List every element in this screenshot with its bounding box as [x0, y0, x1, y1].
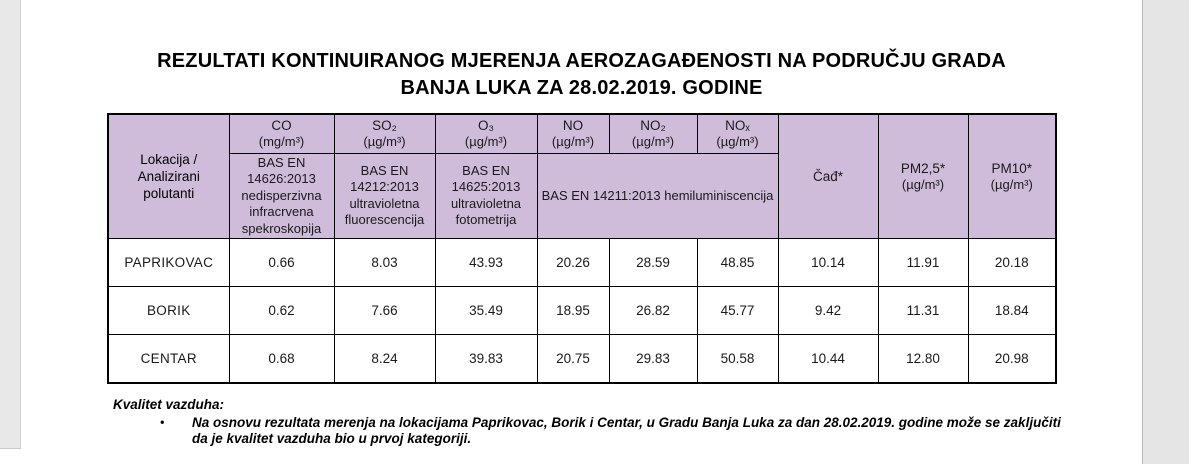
- air-quality-results-table: [107, 113, 1057, 384]
- value-cell: 0.68: [229, 335, 334, 383]
- pollutant-name: O₃: [478, 118, 494, 134]
- column-header-nox: [697, 114, 778, 153]
- value-cell: 11.91: [878, 239, 968, 287]
- method-cell-so2: BAS EN 14212:2013 ultravioletna fluorescencija: [334, 153, 435, 239]
- location-cell: CENTAR: [108, 335, 229, 383]
- document-page: [21, 0, 1142, 464]
- notes-bullet-text: Na osnovu rezultata merenja na lokacijama Paprikovac, Borik i Centar, u Gradu Banja Luka za dan 28.02.2019. godine može se zaključiti da je kvalitet vazduha bio u prvoj kategoriji.: [192, 415, 1061, 446]
- method-cell-co: BAS EN 14626:2013 nedisperzivna infracrvena spekroskopija: [229, 153, 334, 239]
- value-cell: 20.98: [968, 335, 1056, 383]
- table-row-paprikovac: [108, 239, 1056, 287]
- pollutant-name: Čađ*: [812, 169, 844, 184]
- column-header-pm10: [968, 114, 1056, 239]
- location-cell: BORIK: [108, 287, 229, 335]
- value-cell: 18.95: [537, 287, 609, 335]
- document-title-line2: BANJA LUKA ZA 28.02.2019. GODINE: [400, 77, 763, 99]
- pollutant-unit: (µg/m³): [464, 134, 508, 150]
- value-cell: 0.66: [229, 239, 334, 287]
- value-cell: 8.03: [334, 239, 435, 287]
- document-title-line1: REZULTATI KONTINUIRANOG MJERENJA AEROZAGAĐENOSTI NA PODRUČJU GRADA: [157, 50, 1006, 72]
- column-header-no2: [609, 114, 697, 153]
- value-cell: 18.84: [968, 287, 1056, 335]
- value-cell: 20.26: [537, 239, 609, 287]
- pollutant-unit: (mg/m³): [258, 134, 305, 150]
- pollutant-name: NO: [562, 118, 584, 134]
- pollutant-unit: (µg/m³): [363, 134, 406, 150]
- value-cell: 39.83: [435, 335, 537, 383]
- value-cell: 10.44: [778, 335, 878, 383]
- value-cell: 11.31: [878, 287, 968, 335]
- pollutant-name: SO₂: [372, 118, 397, 134]
- value-cell: 7.66: [334, 287, 435, 335]
- column-header-co: [229, 114, 334, 153]
- pollutant-name: NOₓ: [725, 118, 750, 134]
- pollutant-unit: (µg/m³): [631, 134, 675, 150]
- bullet-icon: •: [160, 415, 165, 429]
- column-header-o3: [435, 114, 537, 153]
- column-header-so2: [334, 114, 435, 153]
- document-viewer-right-margin: [1142, 0, 1189, 464]
- value-cell: 0.62: [229, 287, 334, 335]
- method-cell-no-nox: BAS EN 14211:2013 hemiluminiscencija: [537, 153, 778, 239]
- notes-bullet-item: [160, 415, 1142, 446]
- value-cell: 29.83: [609, 335, 697, 383]
- value-cell: 20.18: [968, 239, 1056, 287]
- notes-heading: Kvalitet vazduha:: [113, 396, 225, 412]
- value-cell: 10.14: [778, 239, 878, 287]
- pollutant-unit: (µg/m³): [716, 134, 759, 150]
- document-title: [61, 48, 1102, 102]
- document-viewer-left-margin: [0, 0, 21, 449]
- column-header-no: [537, 114, 609, 153]
- pollutant-name: PM2,5*: [900, 161, 946, 176]
- pollutant-unit: (µg/m³): [551, 134, 595, 150]
- value-cell: 50.58: [697, 335, 778, 383]
- pollutant-unit: (µg/m³): [990, 177, 1033, 192]
- pollutant-name: PM10*: [991, 161, 1033, 176]
- location-cell: PAPRIKOVAC: [108, 239, 229, 287]
- method-cell-o3: BAS EN 14625:2013 ultravioletna fotometrija: [435, 153, 537, 239]
- value-cell: 8.24: [334, 335, 435, 383]
- air-quality-notes: [113, 397, 1142, 447]
- value-cell: 20.75: [537, 335, 609, 383]
- value-cell: 35.49: [435, 287, 537, 335]
- table-row-borik: [108, 287, 1056, 335]
- value-cell: 43.93: [435, 239, 537, 287]
- value-cell: 28.59: [609, 239, 697, 287]
- value-cell: 9.42: [778, 287, 878, 335]
- value-cell: 48.85: [697, 239, 778, 287]
- column-header-cadj: [778, 114, 878, 239]
- column-header-pm25: [878, 114, 968, 239]
- corner-header-cell: Lokacija / Analizirani polutanti: [108, 114, 229, 239]
- pollutant-name: NO₂: [640, 118, 666, 134]
- value-cell: 45.77: [697, 287, 778, 335]
- table-row-centar: [108, 335, 1056, 383]
- pollutant-unit: (µg/m³): [901, 177, 945, 192]
- value-cell: 26.82: [609, 287, 697, 335]
- value-cell: 12.80: [878, 335, 968, 383]
- pollutant-name: CO: [271, 118, 292, 134]
